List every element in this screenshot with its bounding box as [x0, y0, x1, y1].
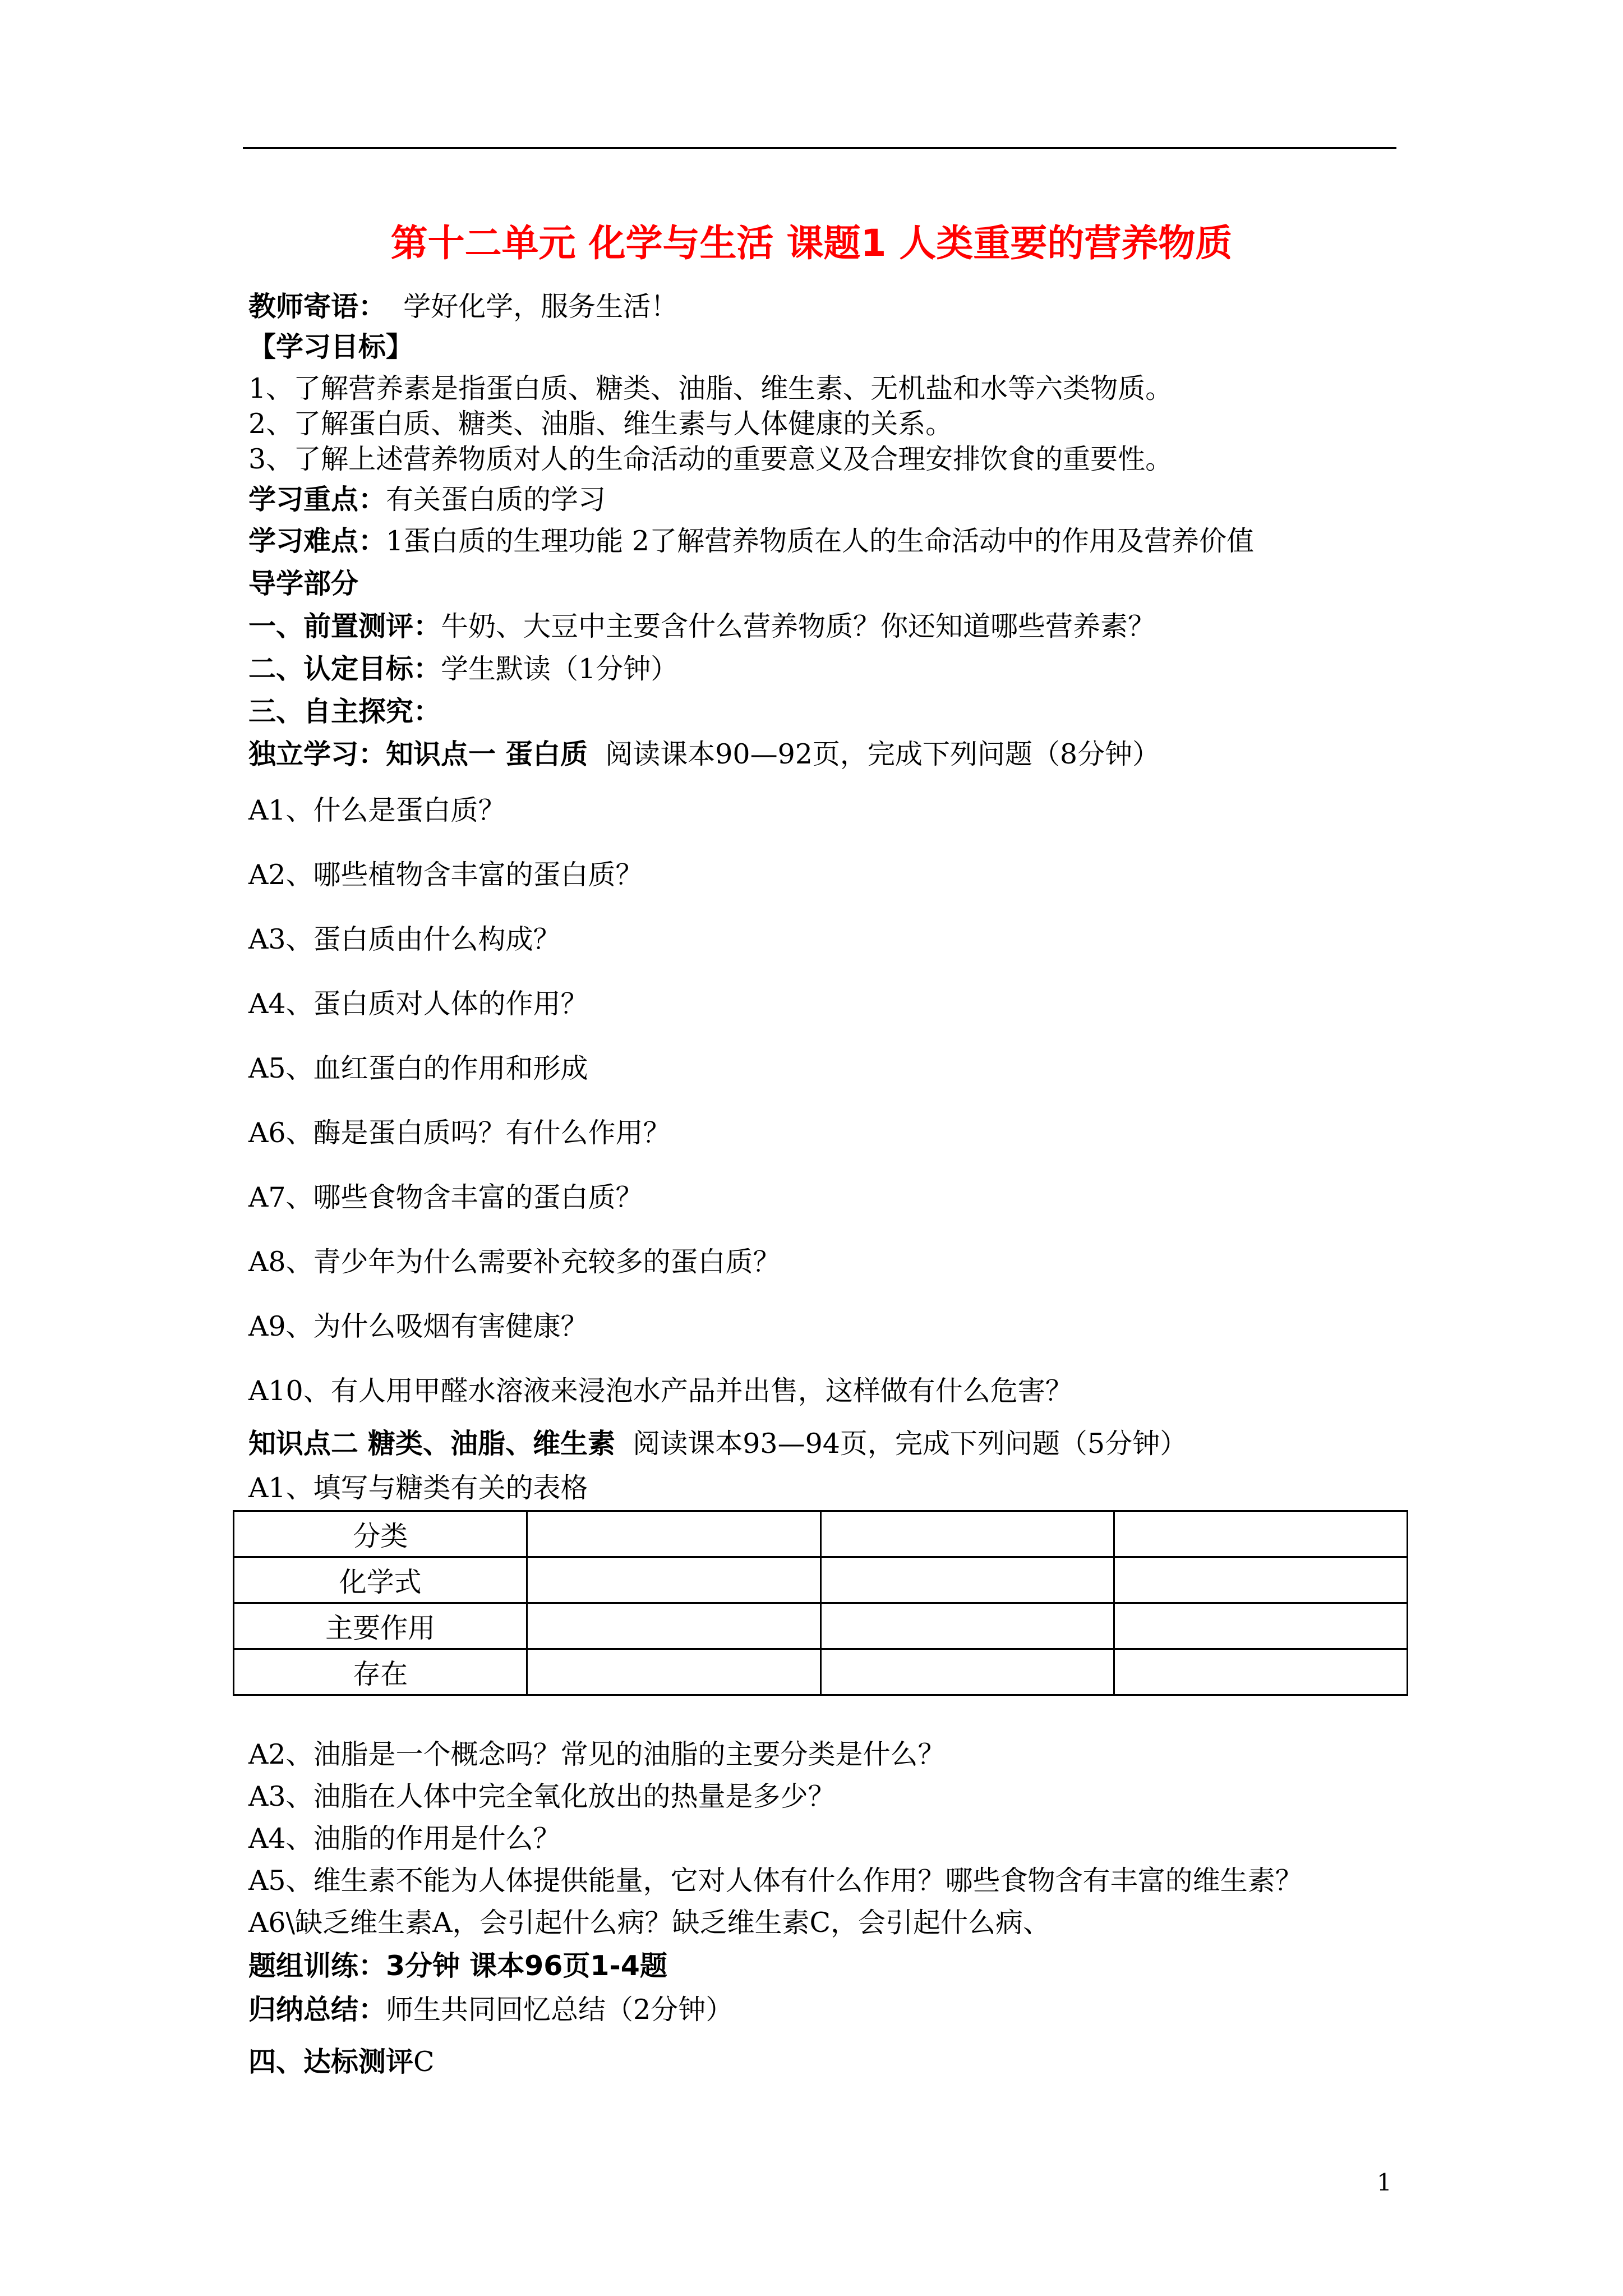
- page-number: 1: [1377, 2169, 1392, 2196]
- table-cell[interactable]: [1114, 1603, 1407, 1649]
- question-item: A3、油脂在人体中完全氧化放出的热量是多少？: [248, 1780, 836, 1812]
- summary-text: 师生共同回忆总结（2分钟）: [386, 1994, 734, 2026]
- question-item: A7、哪些食物含丰富的蛋白质？: [248, 1181, 643, 1213]
- section2-heading: [248, 1428, 1188, 1460]
- table-row: [234, 1649, 1408, 1695]
- table-cell[interactable]: [527, 1649, 820, 1695]
- question-item: A6\缺乏维生素A，会引起什么病？缺乏维生素C，会引起什么病、: [248, 1907, 1050, 1939]
- key-point: [248, 484, 606, 516]
- table-intro: A1、填写与糖类有关的表格: [248, 1472, 588, 1504]
- teacher-message-text: 学好化学，服务生活！: [403, 291, 679, 323]
- difficulty-label: 学习难点：: [248, 525, 386, 557]
- explore-heading: 三、自主探究：: [248, 696, 441, 728]
- question-item: A5、维生素不能为人体提供能量，它对人体有什么作用？哪些食物含有丰富的维生素？: [248, 1865, 1303, 1897]
- guide-heading: 导学部分: [248, 568, 359, 600]
- pretest-label: 一、前置测评：: [248, 610, 441, 642]
- table-row-label: 分类: [234, 1511, 527, 1557]
- table-row: [234, 1557, 1408, 1603]
- table-cell[interactable]: [1114, 1649, 1407, 1695]
- pretest-text: 牛奶、大豆中主要含什么营养物质？你还知道哪些营养素？: [441, 610, 1156, 642]
- section1-heading: [248, 740, 1160, 768]
- table-row-label: 存在: [234, 1649, 527, 1695]
- table-row-label: 化学式: [234, 1557, 527, 1603]
- question-item: A2、哪些植物含丰富的蛋白质？: [248, 859, 643, 891]
- section1-text: 阅读课本90—92页，完成下列问题（8分钟）: [605, 738, 1160, 770]
- table-cell[interactable]: [1114, 1557, 1407, 1603]
- target-label: 二、认定目标：: [248, 653, 441, 685]
- header-rule: [243, 147, 1396, 149]
- difficulty-text: 1蛋白质的生理功能 2了解营养物质在人的生命活动中的作用及营养价值: [386, 525, 1254, 557]
- teacher-message: [248, 291, 679, 323]
- target: [248, 655, 678, 683]
- drill: 题组训练：3分钟 课本96页1-4题: [248, 1950, 667, 1982]
- table-cell[interactable]: [820, 1511, 1114, 1557]
- table-row-label: 主要作用: [234, 1603, 527, 1649]
- question-item: A4、蛋白质对人体的作用？: [248, 988, 588, 1020]
- table-cell[interactable]: [527, 1603, 820, 1649]
- key-point-label: 学习重点：: [248, 484, 386, 516]
- question-item: A8、青少年为什么需要补充较多的蛋白质？: [248, 1246, 781, 1278]
- assessment: [248, 2048, 435, 2076]
- question-item: A5、血红蛋白的作用和形成: [248, 1052, 588, 1084]
- question-item: A6、酶是蛋白质吗？有什么作用？: [248, 1117, 671, 1149]
- page-title: 第十二单元 化学与生活 课题1 人类重要的营养物质: [390, 222, 1233, 265]
- question-item: A2、油脂是一个概念吗？常见的油脂的主要分类是什么？: [248, 1738, 946, 1770]
- key-point-text: 有关蛋白质的学习: [386, 484, 606, 516]
- table-row: [234, 1511, 1408, 1557]
- table-cell[interactable]: [527, 1511, 820, 1557]
- table-cell[interactable]: [820, 1557, 1114, 1603]
- table-cell[interactable]: [527, 1557, 820, 1603]
- goal-item: 2、了解蛋白质、糖类、油脂、维生素与人体健康的关系。: [248, 408, 953, 440]
- target-text: 学生默读（1分钟）: [441, 653, 679, 685]
- question-item: A1、什么是蛋白质？: [248, 794, 506, 826]
- table-cell[interactable]: [820, 1603, 1114, 1649]
- summary-label: 归纳总结：: [248, 1994, 386, 2026]
- table-row: [234, 1603, 1408, 1649]
- section2-label: 知识点二 糖类、油脂、维生素: [248, 1428, 616, 1460]
- question-item: A10、有人用甲醛水溶液来浸泡水产品并出售，这样做有什么危害？: [248, 1375, 1073, 1407]
- pretest: [248, 610, 1156, 642]
- difficulty: [248, 527, 1254, 555]
- question-item: A4、油脂的作用是什么？: [248, 1823, 561, 1855]
- assessment-tail: C: [413, 2046, 435, 2078]
- assessment-label: 四、达标测评: [248, 2046, 414, 2078]
- section2-text: 阅读课本93—94页，完成下列问题（5分钟）: [633, 1428, 1188, 1460]
- sugar-table: [233, 1510, 1408, 1696]
- teacher-message-label: 教师寄语：: [248, 291, 386, 323]
- summary: [248, 1994, 734, 2026]
- question-item: A3、蛋白质由什么构成？: [248, 923, 561, 955]
- goal-item: 3、了解上述营养物质对人的生命活动的重要意义及合理安排饮食的重要性。: [248, 443, 1173, 475]
- table-cell[interactable]: [1114, 1511, 1407, 1557]
- goals-heading: 【学习目标】: [248, 331, 414, 363]
- table-cell[interactable]: [820, 1649, 1114, 1695]
- section1-label: 独立学习：知识点一 蛋白质: [248, 738, 588, 770]
- question-item: A9、为什么吸烟有害健康？: [248, 1310, 588, 1342]
- goal-item: 1、了解营养素是指蛋白质、糖类、油脂、维生素、无机盐和水等六类物质。: [248, 372, 1173, 404]
